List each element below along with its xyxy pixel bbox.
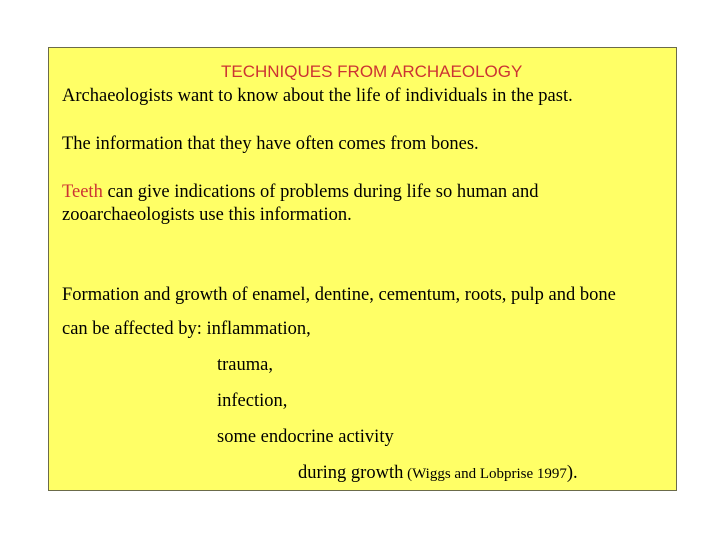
list-item-endocrine: some endocrine activity [217, 427, 394, 447]
list-item-trauma: trauma, [217, 355, 273, 375]
during-growth-text: during growth [298, 463, 404, 483]
citation-close: ). [566, 463, 578, 483]
list-item-infection: infection, [217, 391, 288, 411]
citation-open: ( [403, 466, 413, 482]
paragraph-bones: The information that they have often comes from bones. [62, 134, 479, 154]
slide-title: TECHNIQUES FROM ARCHAEOLOGY [221, 62, 523, 81]
paragraph-formation-line1: Formation and growth of enamel, dentine, cementum, roots, pulp and bone [62, 285, 616, 305]
citation: Wiggs and Lobprise 1997 [412, 466, 567, 482]
teeth-highlight: Teeth [62, 182, 103, 202]
paragraph-intro: Archaeologists want to know about the life of individuals in the past. [62, 86, 573, 106]
teeth-line1-rest: can give indications of problems during life so human and [102, 182, 539, 202]
during-growth-line [298, 462, 578, 485]
paragraph-formation-line2: can be affected by: inflammation, [62, 319, 311, 339]
text-panel [48, 47, 677, 491]
paragraph-teeth-line2: zooarchaeologists use this information. [62, 205, 352, 225]
paragraph-teeth-line1 [62, 181, 539, 203]
